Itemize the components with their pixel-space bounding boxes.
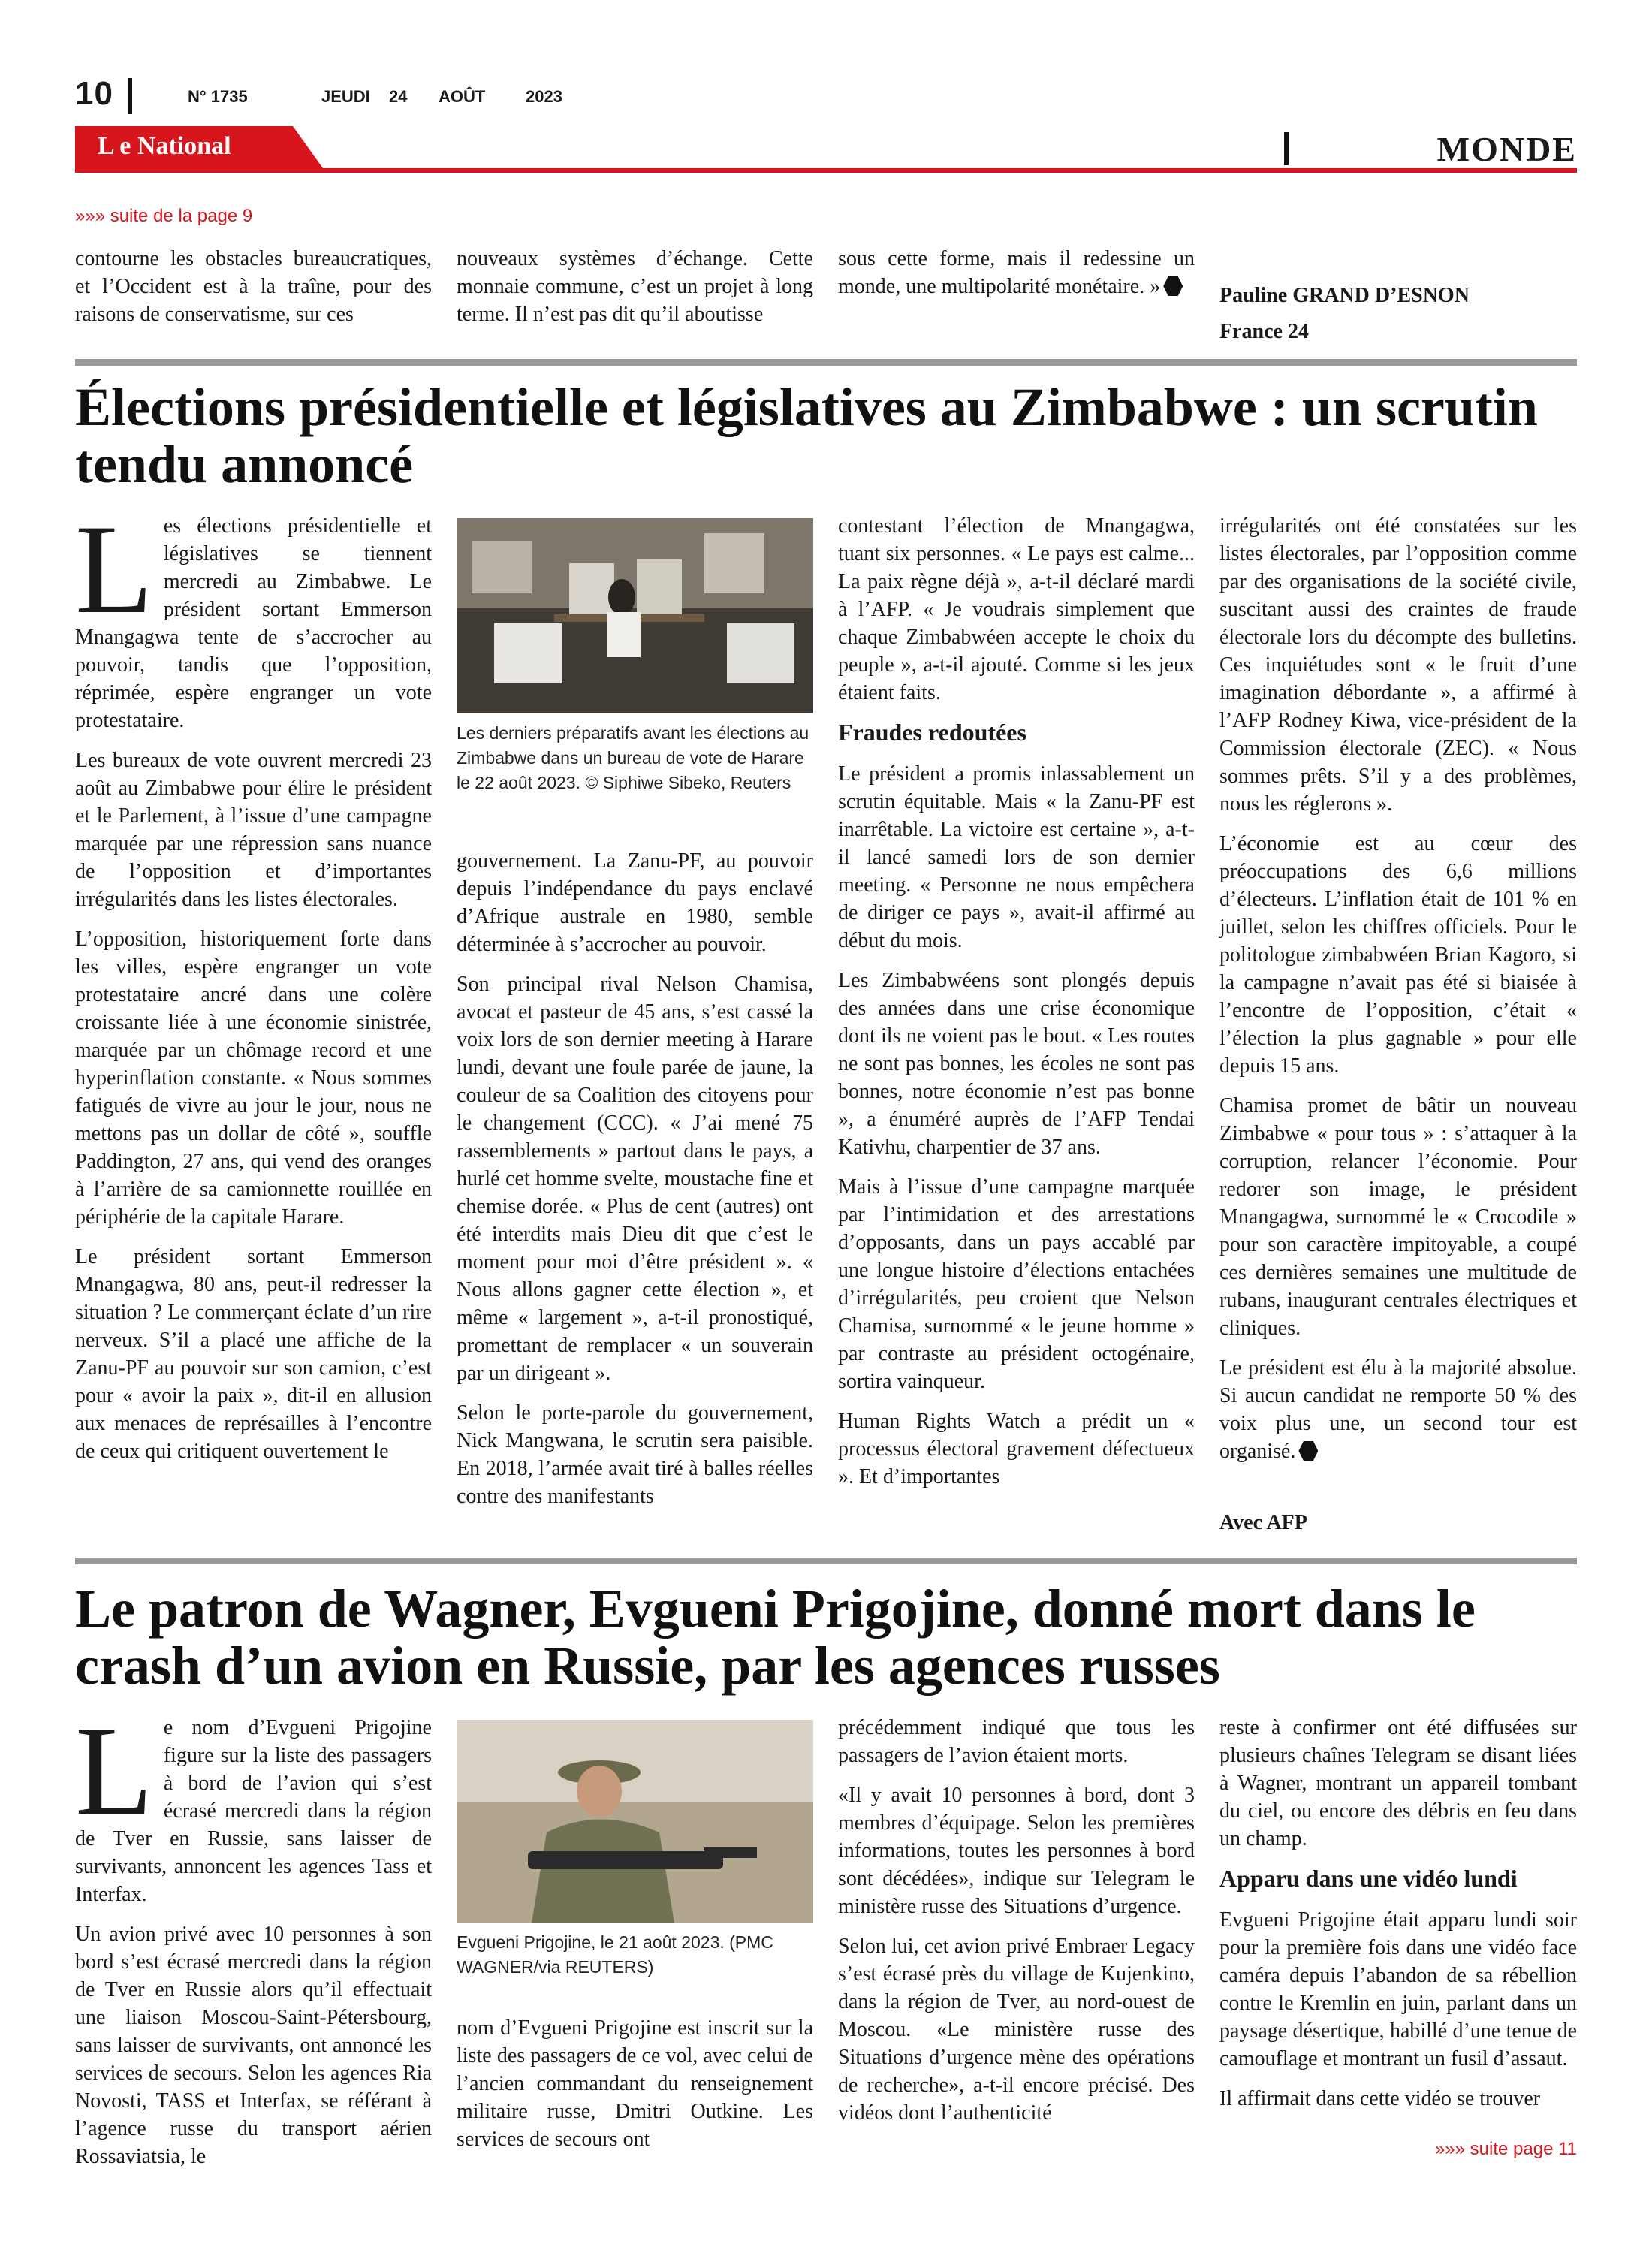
article1-headline: Élections présidentielle et législatives au Zimbabwe : un scrutin tendu annoncé	[75, 377, 1538, 494]
article1-signature: Avec AFP	[1219, 1511, 1307, 1534]
page-number: 10	[75, 75, 113, 112]
article2-col2: nom d’Evgueni Prigojine est inscrit sur la liste des passagers de ce vol, avec celui de l’ancien commandant du renseignement militaire russe, Dmitri Outkine. Les services de secours ont	[457, 2016, 813, 2151]
issue-date-day: 24	[389, 87, 408, 106]
article1-photo	[457, 518, 813, 713]
issue-year: 2023	[526, 87, 562, 106]
article1-subheading: Fraudes redoutées	[838, 719, 1026, 746]
prev-article-source: France 24	[1219, 320, 1309, 343]
prev-article-col3: sous cette forme, mais il redessine un monde, une multipolarité monétaire. »	[838, 247, 1195, 298]
article2-subheading: Apparu dans une vidéo lundi	[1219, 1865, 1518, 1892]
section-rule	[75, 1558, 1577, 1564]
article2-dropcap: L	[75, 1700, 153, 1841]
prev-article-col1: contourne les obstacles bureaucratiques, et l’Occident est à la traîne, pour des raisons de conservatisme, sur ces	[75, 247, 432, 326]
article2-col3: précédemment indiqué que tous les passagers de l’avion étaient morts. «Il y avait 10 personnes à bord, dont 3 membres d’équipage. Selon les premières informations, toutes les personnes à bord sont décédées», indique sur Telegram le ministère russe des Situations d’urgence. Selon lui, cet avion privé Embraer Legacy s’est écrasé près du village de Kujenkino, dans la région de Tver, au nord-ouest de Moscou. «Le ministère russe des Situations d’urgence mène des opérations de recherche», a-t-il encore précisé. Des vidéos dont l’authenticité	[838, 1716, 1195, 2125]
article1-col3: contestant l’élection de Mnangagwa, tuant six personnes. « Le pays est calme... La paix règne déjà », a-t-il déclaré mardi à l’AFP. « Je voudrais simplement que chaque Zimbabwéen accepte le choix du peuple », a-t-il ajouté. Comme si les jeux étaient faits. Fraudes redoutées Le président a promis inlassablement un scrutin équitable. Mais « la Zanu-PF est inarrêtable. La victoire est certaine », a-t-il lancé samedi lors de son dernier meeting. « Personne ne nous empêchera de diriger ce pays », avait-il affirmé au début du mois. Les Zimbabwéens sont plongés depuis des années dans une crise économique dont ils ne voient pas le bout. « Les routes ne sont pas bonnes, les écoles ne sont pas bonnes, notre économie n’est pas bonne », a énuméré auprès de l’AFP Tendai Kativhu, charpentier de 37 ans. Mais à l’issue d’une campagne marquée par l’intimidation et des arrestations d’opposants, dans un pays accablé par une longue histoire d’élections entachées d’irrégularités, peu croient que Nelson Chamisa, surnommé « le jeune homme » par contraste au président octogénaire, sortira vainqueur. Human Rights Watch a prédit un « processus électoral gravement défectueux ». Et d’importantes	[838, 514, 1195, 1488]
issue-month: AOÛT	[439, 87, 486, 106]
article2-col4: reste à confirmer ont été diffusées sur plusieurs chaînes Telegram se disant liées à Wagner, montrant un appareil tombant du ciel, ou encore des débris en feu dans un champ. Apparu dans une vidéo lundi Evgueni Prigojine était apparu lundi soir pour la première fois dans une vidéo face caméra depuis l’abandon de sa rébellion contre le Kremlin en juin, parlant dans un paysage désertique, habillé d’une tenue de camouflage et montrant un fusil d’assaut. Il affirmait dans cette vidéo se trouver	[1219, 1716, 1577, 2110]
rubric-title: MONDE	[1436, 130, 1577, 168]
article1-col4: irrégularités ont été constatées sur les listes électorales, par l’opposition comme par des organisations de la société civile, suscitant aussi des craintes de fraude électorale lors du décompte des bulletins. Ces inquiétudes sont « le fruit d’une imagination débordante », a affirmé à l’AFP Rodney Kiwa, vice-président de la Commission électorale (ZEC). « Nous sommes prêts. S’il y a des problèmes, nous les réglerons ». L’économie est au cœur des préoccupations des 6,6 millions d’électeurs. L’inflation était de 101 % en juillet, selon les chiffres officiels. Pour le politologue zimbabwéen Brian Kagoro, si la campagne n’avait pas été si biaisée à l’encontre de l’opposition, c’était « l’élection la plus gagnable » pour elle depuis 15 ans. Chamisa promet de bâtir un nouveau Zimbabwe « pour tous » : s’attaquer à la corruption, relancer l’économie. Pour redorer son image, le président Mnangagwa, surnommé le « Crocodile » pour son caractère impitoyable, a coupé ces dernières semaines une multitude de rubans, inaugurant centrales électriques et cliniques. Le président est élu à la majorité absolue. Si aucun candidat ne remporte 50 % des voix plus une, un second tour est organisé.	[1219, 514, 1577, 1463]
prev-article-author: Pauline GRAND D’ESNON	[1219, 284, 1470, 307]
article2-headline: Le patron de Wagner, Evgueni Prigojine, donné mort dans le crash d’un avion en Russie, par les agences russes	[75, 1579, 1476, 1696]
continued-to-link[interactable]: »»» suite page 11	[1434, 2139, 1577, 2159]
prigojine-portrait-image	[457, 1720, 813, 1923]
brand-logo: L e National	[98, 132, 231, 160]
polling-station-image	[457, 518, 813, 713]
article1-col2: gouvernement. La Zanu-PF, au pouvoir depuis l’indépendance du pays enclavé d’Afrique australe en 1980, semble déterminée à s’accrocher au pouvoir. Son principal rival Nelson Chamisa, avocat et pasteur de 45 ans, s’est cassé la voix lors de son dernier meeting à Harare lundi, devant une foule parée de jaune, la couleur de sa Coalition des citoyens pour le changement (CCC). « J’ai mené 75 rassemblements » partout dans le pays, a hurlé cet homme svelte, moustache fine et chemise dorée. « Plus de cent (autres) ont été interdits mais Dieu dit que c’est le moment pour moi d’être président ». « Nous allons gagner cette élection », et même « largement », a-t-il pronostiqué, promettant de remplacer « un souverain par un dirigeant ». Selon le porte-parole du gouvernement, Nick Mangwana, le scrutin sera paisible. En 2018, l’armée avait tiré à balles réelles contre des manifestants	[457, 849, 813, 1508]
end-mark-icon	[1163, 276, 1183, 296]
article2-photo-caption: Evgueni Prigojine, le 21 août 2023. (PMC WAGNER/via REUTERS)	[457, 1932, 773, 1977]
article1-dropcap: L	[75, 499, 153, 640]
brand-bar	[75, 126, 1577, 173]
continued-from-label: »»» suite de la page 9	[75, 206, 253, 226]
section-rule	[75, 359, 1577, 366]
header-red-line	[75, 168, 1577, 173]
article2-photo	[457, 1720, 813, 1923]
prev-article-col2: nouveaux systèmes d’échange. Cette monnaie commune, c’est un projet à long terme. Il n’est pas dit qu’il aboutisse	[457, 247, 813, 326]
issue-day: JEUDI	[321, 87, 370, 106]
issue-number: N° 1735	[188, 87, 248, 106]
end-mark-icon	[1298, 1441, 1318, 1461]
article1-photo-caption: Les derniers préparatifs avant les élections au Zimbabwe dans un bureau de vote de Harare le 22 août 2023. © Siphiwe Sibeko, Reuters	[457, 723, 809, 792]
article1-col1: Les élections présidentielle et législatives se tiennent mercredi au Zimbabwe. Le président sortant Emmerson Mnangagwa tente de s’accrocher au pouvoir, tandis que l’opposition, réprimée, espère engranger un vote protestataire. Les bureaux de vote ouvrent mercredi 23 août au Zimbabwe pour élire le président et le Parlement, à l’issue d’une campagne marquée par une répression sans nuance de l’opposition et d’importantes irrégularités dans les listes électorales. L’opposition, historiquement forte dans les villes, espère engranger un vote protestataire ancré dans une colère croissante liée à une économie sinistrée, marquée par un chômage record et une hyperinflation constante. « Nous sommes fatigués de vivre au jour le jour, nous ne mettons pas un dollar de côté », souffle Paddington, 27 ans, qui vend des oranges à l’arrière de sa camionnette rouillée en périphérie de la capitale Harare. Le président sortant Emmerson Mnangagwa, 80 ans, peut-il redresser la situation ? Le commerçant éclate d’un rire nerveux. S’il a placé une affiche de la Zanu-PF au pouvoir sur son camion, c’est pour « avoir la paix », dit-il en allusion aux menaces de représailles à l’encontre de ceux qui critiquent ouvertement le	[75, 499, 432, 1463]
page-number-divider	[128, 78, 132, 114]
page-header	[75, 75, 1577, 120]
article2-col1: Le nom d’Evgueni Prigojine figure sur la liste des passagers à bord de l’avion qui s’est écrasé mercredi dans la région de Tver en Russie, sans laisser de survivants, annoncent les agences Tass et Interfax. Un avion privé avec 10 personnes à son bord s’est écrasé mercredi dans la région de Tver en Russie alors qu’il effectuait une liaison Moscou-Saint-Pétersbourg, sans laisser de survivants, ont annoncé les services de secours. Selon les agences Ria Novosti, TASS et Interfax, se référant à l’agence russe du transport aérien Rossaviatsia, le	[75, 1700, 432, 2168]
rubric-divider	[1284, 132, 1289, 165]
